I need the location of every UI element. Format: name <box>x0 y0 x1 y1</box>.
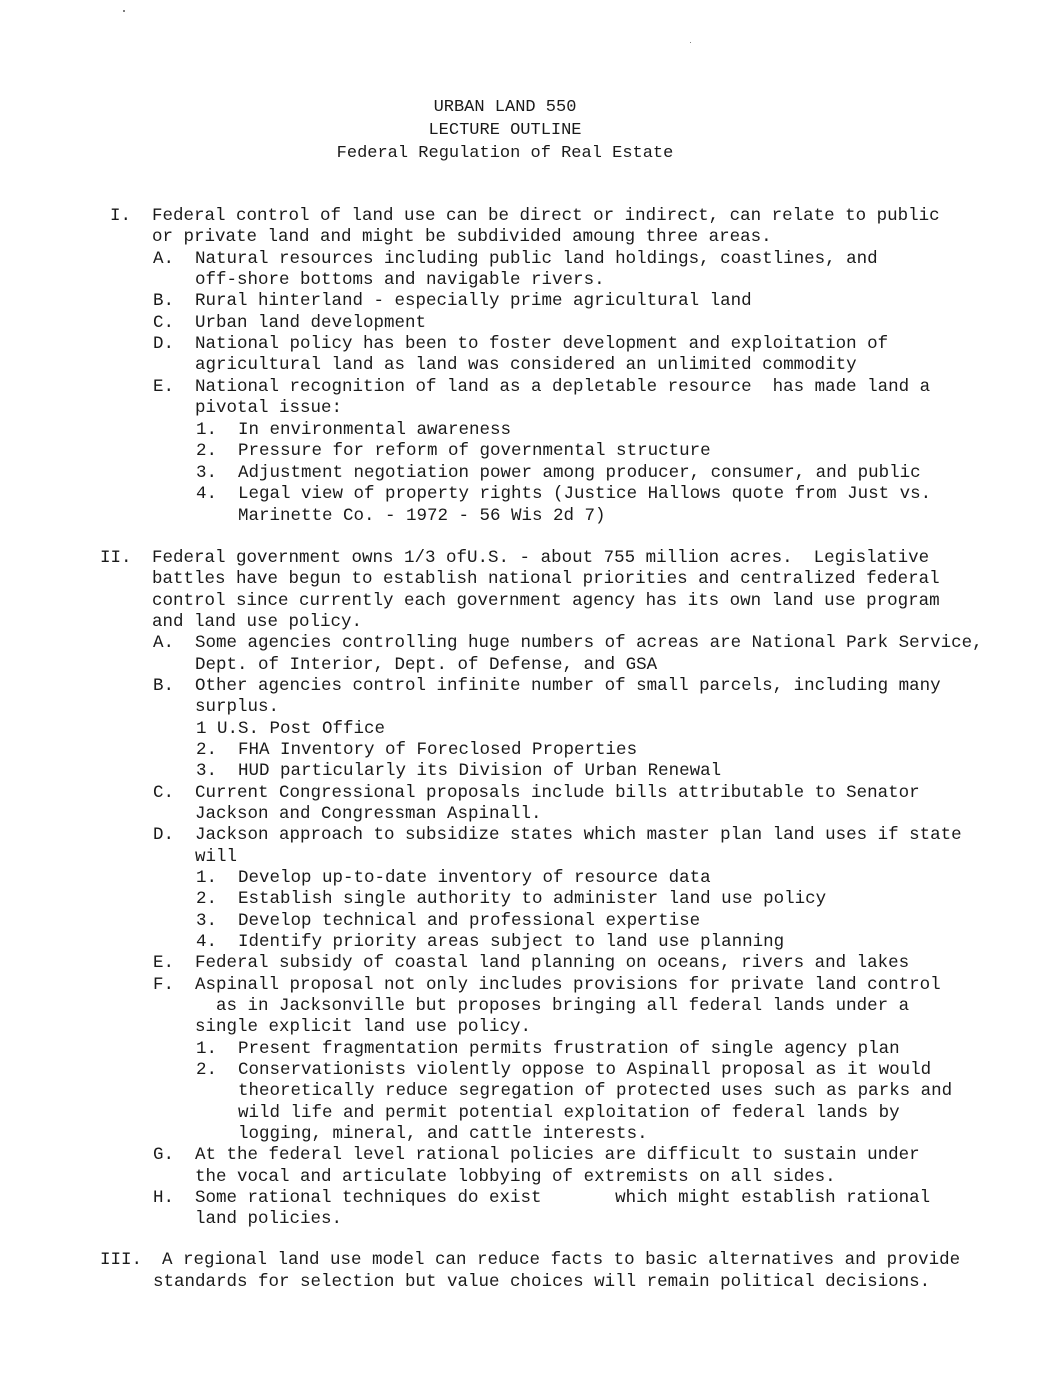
item-text: Jackson approach to subsidize states which master plan land uses if state <box>195 825 962 845</box>
subitem-text: wild life and permit potential exploitation of federal lands by <box>238 1103 900 1123</box>
item-label: E. <box>153 377 175 397</box>
item-label: C. <box>153 313 175 333</box>
subitem-text: Conservationists violently oppose to Aspinall proposal as it would <box>238 1060 932 1080</box>
section-number: I. <box>110 206 132 226</box>
subitem-text: Adjustment negotiation power among producer, consumer, and public <box>238 463 921 483</box>
outline-topic: Federal Regulation of Real Estate <box>336 144 674 163</box>
subitem-text: Identify priority areas subject to land use planning <box>238 932 785 952</box>
subitem-number: 1. <box>196 868 218 888</box>
item-label: B. <box>153 676 175 696</box>
section-text: or private land and might be subdivided amoung three areas. <box>152 227 772 247</box>
course-title: URBAN LAND 550 <box>433 98 577 117</box>
item-label: G. <box>153 1145 175 1165</box>
item-label: C. <box>153 783 175 803</box>
section-text: battles have begun to establish national priorities and centralized federal <box>152 569 940 589</box>
item-label: E. <box>153 953 175 973</box>
document-header <box>0 96 1010 165</box>
subitem-text: Pressure for reform of governmental structure <box>238 441 711 461</box>
subitem-number: 3. <box>196 463 218 483</box>
item-text: land policies. <box>195 1209 343 1229</box>
item-text: off-shore bottoms and navigable rivers. <box>195 270 605 290</box>
subitem-number: 1 <box>196 719 207 739</box>
item-text: will <box>195 847 238 867</box>
section-text: Federal control of land use can be direct or indirect, can relate to public <box>152 206 940 226</box>
item-label: A. <box>153 249 175 269</box>
subitem-text: theoretically reduce segregation of protected uses such as parks and <box>238 1081 953 1101</box>
item-label: F. <box>153 975 175 995</box>
item-text: single explicit land use policy. <box>195 1017 532 1037</box>
section-text: Federal government owns 1/3 ofU.S. - about 755 million acres. Legislative <box>152 548 930 568</box>
item-text: the vocal and articulate lobbying of extremists on all sides. <box>195 1167 836 1187</box>
item-text: Jackson and Congressman Aspinall. <box>195 804 542 824</box>
subitem-text: Develop up-to-date inventory of resource data <box>238 868 711 888</box>
subitem-text: In environmental awareness <box>238 420 512 440</box>
subitem-number: 2. <box>196 1060 218 1080</box>
subitem-text: Legal view of property rights (Justice Hallows quote from Just vs. <box>238 484 932 504</box>
subitem-number: 4. <box>196 484 218 504</box>
item-text: Federal subsidy of coastal land planning on oceans, rivers and lakes <box>195 953 910 973</box>
subitem-number: 2. <box>196 441 218 461</box>
subitem-text: logging, mineral, and cattle interests. <box>238 1124 648 1144</box>
scan-speck <box>123 10 125 12</box>
subitem-text: HUD particularly its Division of Urban Renewal <box>238 761 722 781</box>
item-text: pivotal issue: <box>195 398 343 418</box>
subitem-number: 4. <box>196 932 218 952</box>
item-text: Aspinall proposal not only includes provisions for private land control <box>195 975 941 995</box>
subitem-text: Marinette Co. - 1972 - 56 Wis 2d 7) <box>238 506 606 526</box>
subitem-text: U.S. Post Office <box>217 719 386 739</box>
subitem-text: Present fragmentation permits frustration of single agency plan <box>238 1039 900 1059</box>
item-label: B. <box>153 291 175 311</box>
item-text: surplus. <box>195 697 280 717</box>
item-text: Rural hinterland - especially prime agricultural land <box>195 291 752 311</box>
item-text: National recognition of land as a depletable resource has made land a <box>195 377 931 397</box>
item-text: agricultural land as land was considered an unlimited commodity <box>195 355 857 375</box>
item-text: Some rational techniques do exist which might establish rational <box>195 1188 931 1208</box>
section-text: control since currently each government agency has its own land use program <box>152 591 940 611</box>
item-text: Other agencies control infinite number of small parcels, including many <box>195 676 941 696</box>
outline-type: LECTURE OUTLINE <box>428 121 582 140</box>
section-text: A regional land use model can reduce facts to basic alternatives and provide <box>162 1250 961 1270</box>
subitem-number: 1. <box>196 420 218 440</box>
item-label: D. <box>153 334 175 354</box>
subitem-number: 3. <box>196 911 218 931</box>
item-text: Urban land development <box>195 313 427 333</box>
subitem-text: FHA Inventory of Foreclosed Properties <box>238 740 638 760</box>
item-label: A. <box>153 633 175 653</box>
subitem-text: Establish single authority to administer land use policy <box>238 889 827 909</box>
item-text: Some agencies controlling huge numbers of acreas are National Park Service, <box>195 633 983 653</box>
subitem-number: 2. <box>196 889 218 909</box>
item-text: National policy has been to foster development and exploitation of <box>195 334 889 354</box>
scan-speck <box>690 42 691 43</box>
item-label: D. <box>153 825 175 845</box>
subitem-number: 3. <box>196 761 218 781</box>
section-text: and land use policy. <box>152 612 363 632</box>
section-number: III. <box>100 1250 143 1270</box>
item-label: H. <box>153 1188 175 1208</box>
section-number: II. <box>100 548 132 568</box>
subitem-number: 1. <box>196 1039 218 1059</box>
section-text: standards for selection but value choices will remain political decisions. <box>153 1272 931 1292</box>
item-text: Current Congressional proposals include bills attributable to Senator <box>195 783 920 803</box>
item-text: Dept. of Interior, Dept. of Defense, and GSA <box>195 655 658 675</box>
item-text: Natural resources including public land holdings, coastlines, and <box>195 249 878 269</box>
subitem-number: 2. <box>196 740 218 760</box>
item-text: At the federal level rational policies are difficult to sustain under <box>195 1145 920 1165</box>
subitem-text: Develop technical and professional expertise <box>238 911 701 931</box>
item-text: as in Jacksonville but proposes bringing all federal lands under a <box>195 996 910 1016</box>
